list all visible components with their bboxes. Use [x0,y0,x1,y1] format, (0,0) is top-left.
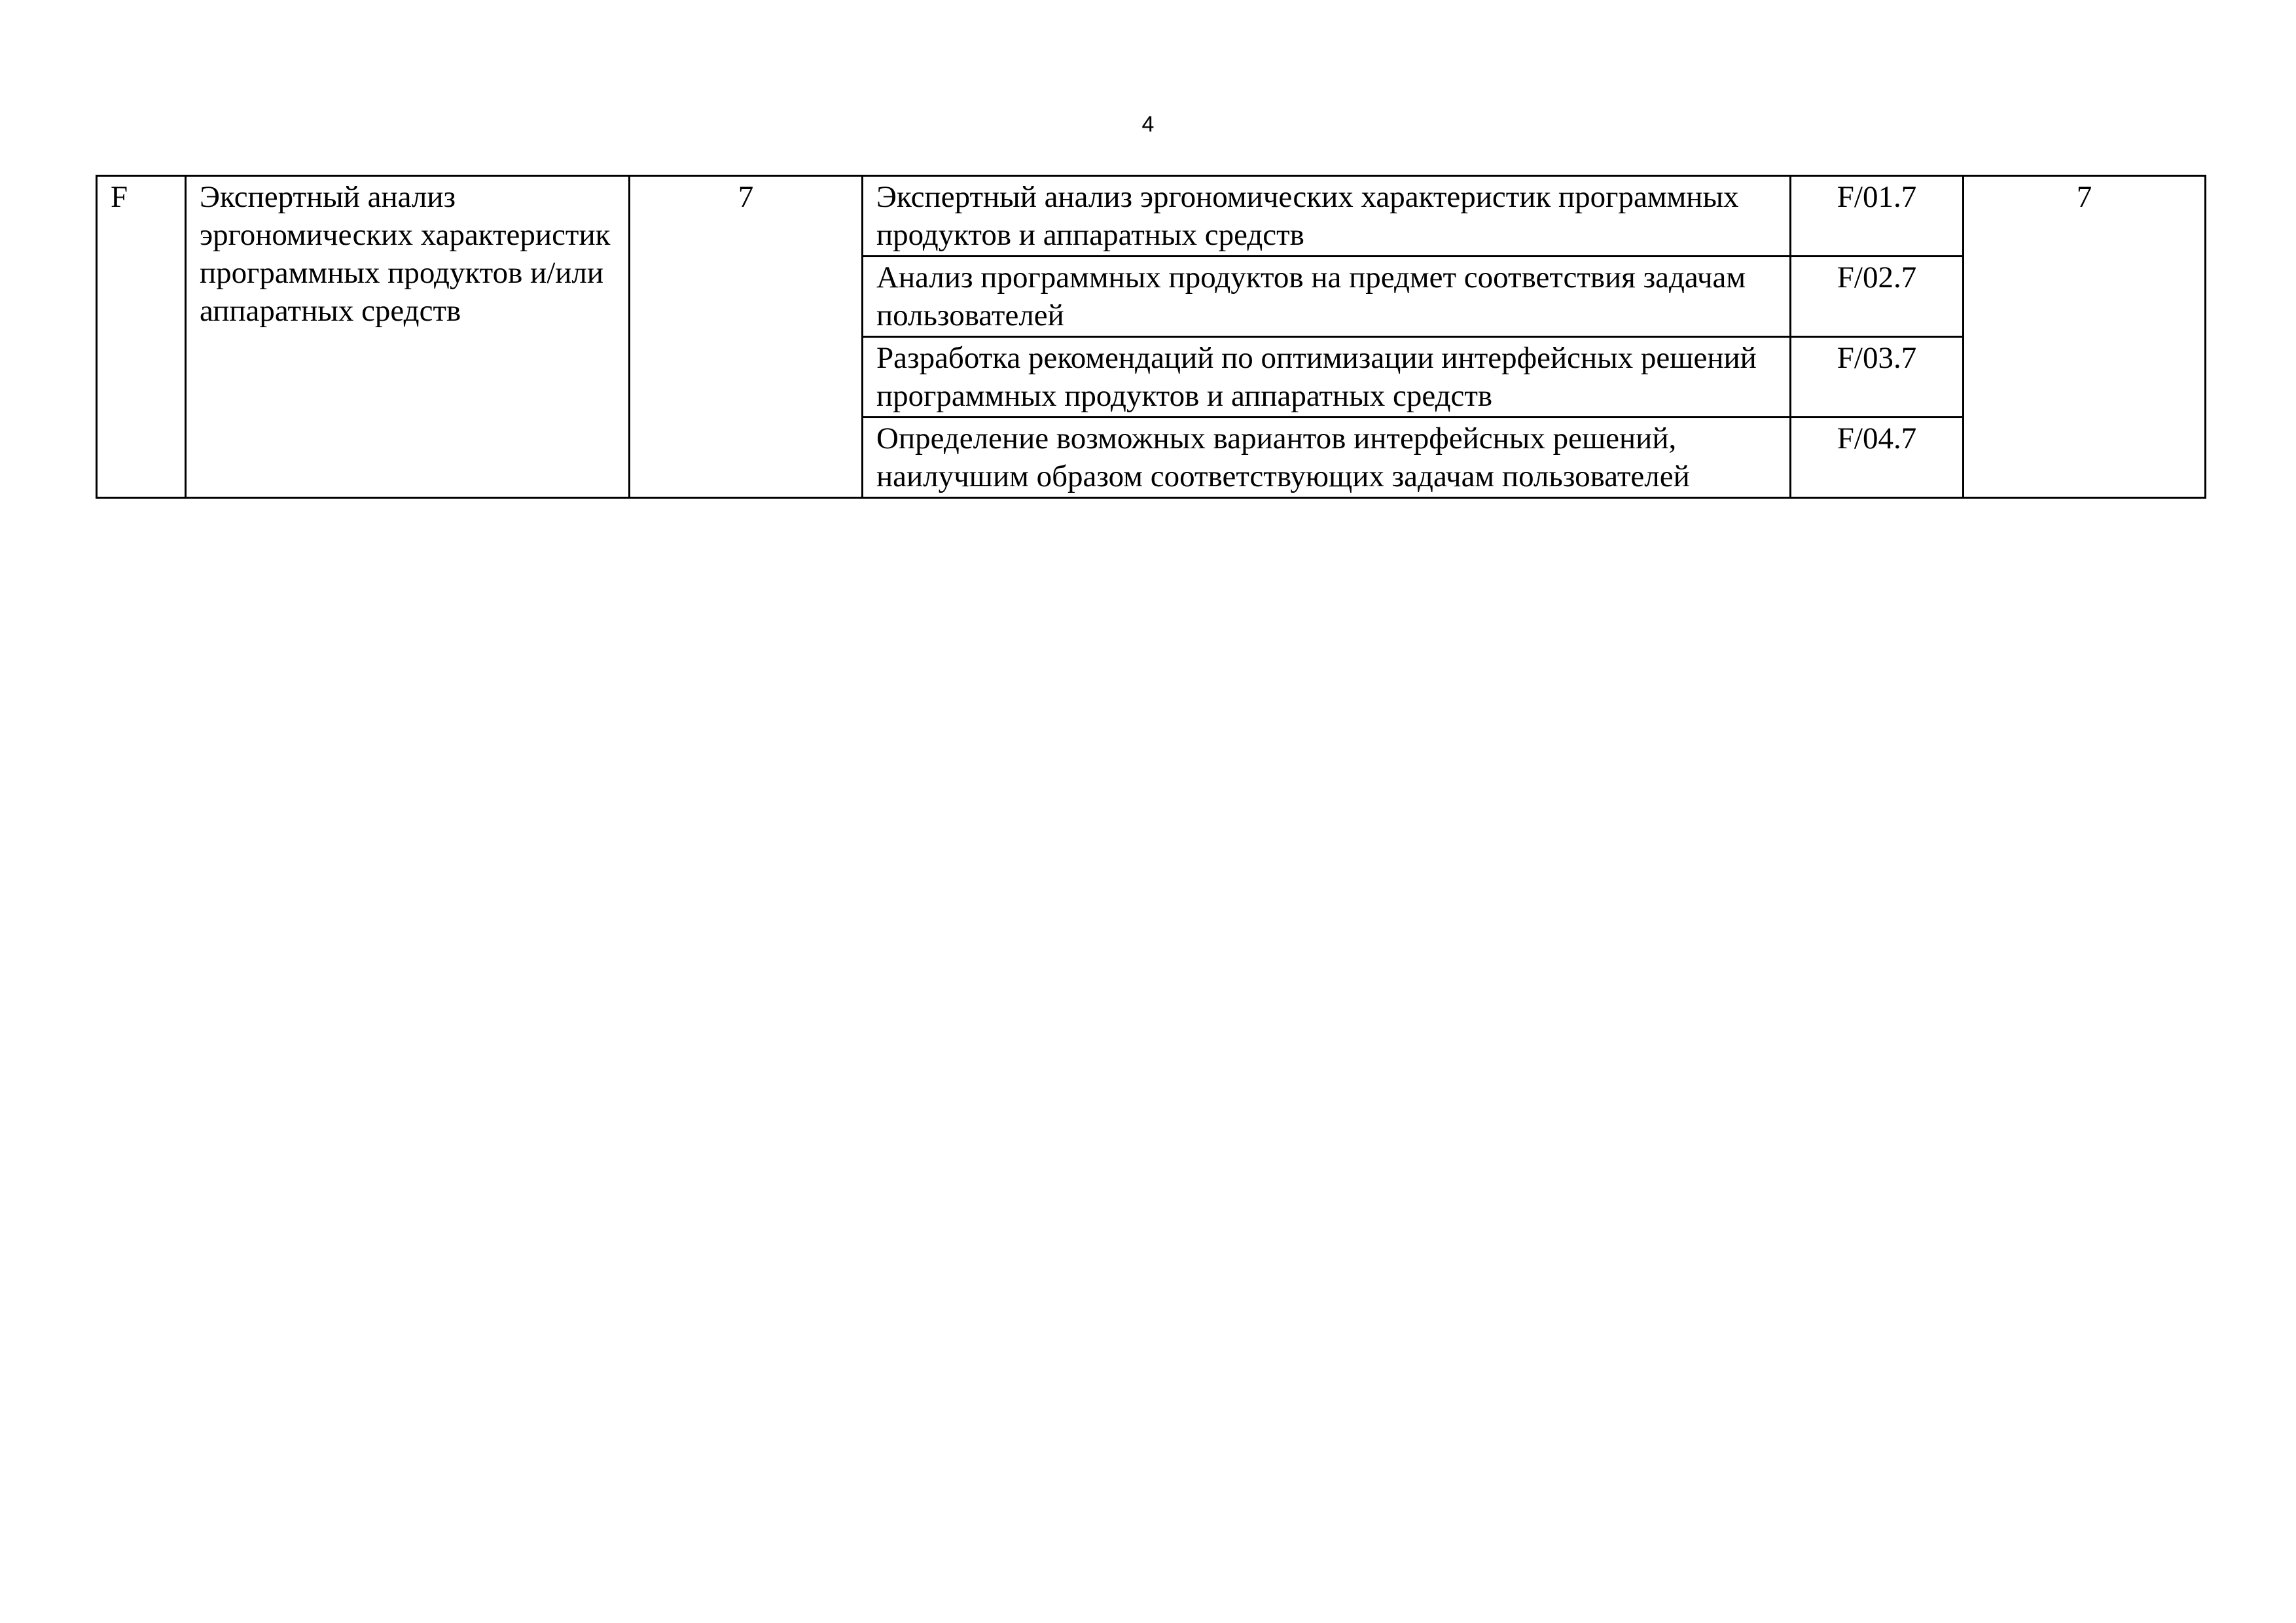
labor-function-code: F/03.7 [1791,337,1964,418]
labor-function-name: Разработка рекомендаций по оптимизации интерфейсных решений программных продуктов и аппаратных средств [863,337,1791,418]
functions-table [96,175,2206,499]
labor-function-name: Анализ программных продуктов на предмет соответствия задачам пользователей [863,257,1791,337]
labor-function-name: Определение возможных вариантов интерфейсных решений, наилучшим образом соответствующих задачам пользователей [863,418,1791,498]
labor-function-name: Экспертный анализ эргономических характеристик программных продуктов и аппаратных средств [863,176,1791,257]
labor-function-code: F/01.7 [1791,176,1964,257]
labor-function-code: F/02.7 [1791,257,1964,337]
sublevel: 7 [1964,176,2206,498]
page-number: 4 [1141,112,1155,137]
generalized-function-name: Экспертный анализ эргономических характеристик программных продуктов и/или аппаратных средств [186,176,630,498]
generalized-function-code: F [97,176,186,498]
table-row [97,176,2206,257]
labor-function-code: F/04.7 [1791,418,1964,498]
qualification-level: 7 [630,176,863,498]
